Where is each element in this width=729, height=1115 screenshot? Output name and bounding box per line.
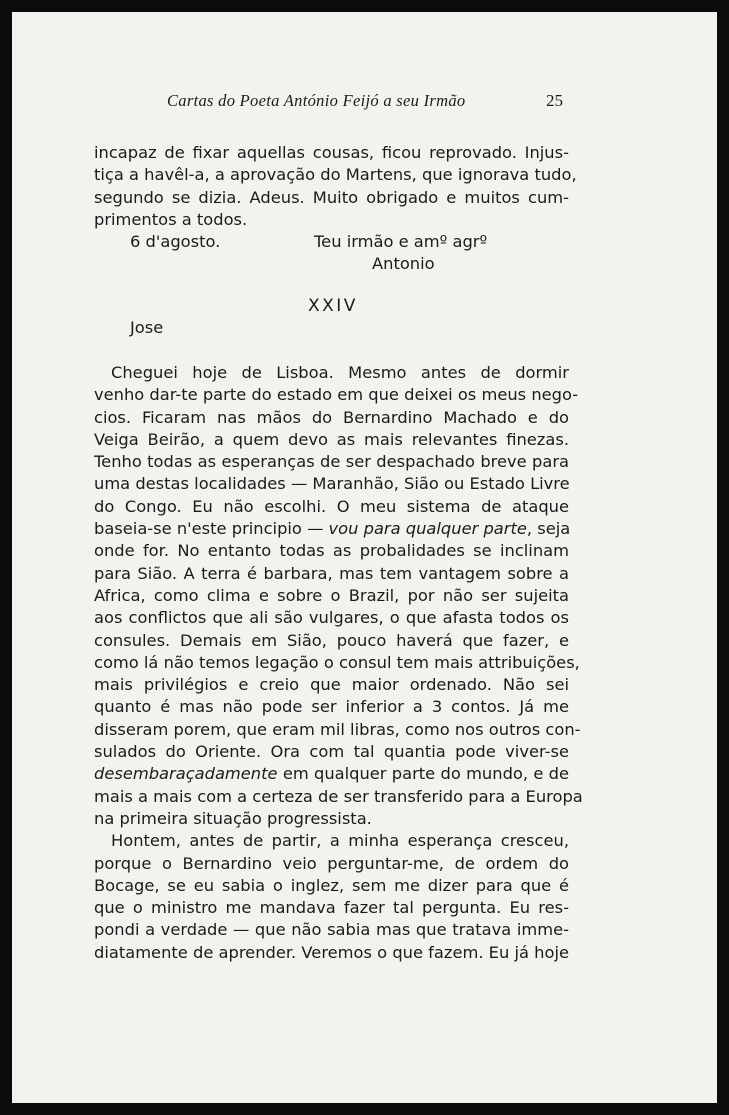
text-run: em qualquer parte do mundo, e de (277, 764, 569, 784)
text-line: do Congo. Eu não escolhi. O meu sistema de ataque (94, 496, 569, 516)
letter-body (94, 362, 583, 964)
text-run: , seja (526, 519, 571, 539)
text-line: na primeira situação progressista. (94, 808, 372, 828)
text-line: incapaz de fixar aquellas cousas, ficou reprovado. Injus- (94, 143, 569, 162)
text-line: Cheguei hoje de Lisboa. Mesmo antes de dormir (111, 363, 569, 382)
text-line: mais a mais com a certeza de ser transferido para a Europa (94, 786, 583, 806)
text-line: diatamente de aprender. Veremos o que fazem. Eu já hoje (94, 942, 569, 962)
text-line: sulados do Oriente. Ora com tal quantia pode viver-se (94, 742, 569, 762)
running-head-title: Cartas do Poeta António Feijó a seu Irmão (167, 91, 466, 110)
book-page (12, 12, 717, 1103)
text-line: cios. Ficaram nas mãos do Bernardino Machado e do (94, 407, 569, 427)
text-line: disseram porem, que eram mil libras, como nos outros con- (94, 719, 581, 739)
salutation: Jose (130, 318, 164, 337)
text-run: baseia-se n'este principio — (94, 519, 329, 539)
text-line: aos conflictos que ali são vulgares, o que afasta todos os (94, 608, 569, 628)
text-line: Bocage, se eu sabia o inglez, sem me dizer para que é (94, 875, 569, 895)
text-line: segundo se dizia. Adeus. Muito obrigado e muitos cum- (94, 187, 569, 207)
letter-closing: Teu irmão e amº agrº (314, 232, 488, 251)
letter-signature: Antonio (372, 254, 435, 273)
text-line: Africa, como clima e sobre o Brazil, por não ser sujeita (94, 585, 569, 605)
emphasis-text: vou para qualquer parte (328, 519, 527, 539)
text-line: uma destas localidades — Maranhão, Sião ou Estado Livre (94, 474, 570, 494)
text-line-with-emphasis (94, 518, 569, 540)
text-line: para Sião. A terra é barbara, mas tem vantagem sobre a (94, 563, 569, 583)
text-line-with-emphasis (94, 763, 569, 785)
emphasis-text: desembaraçadamente (94, 764, 278, 784)
text-line: primentos a todos. (94, 209, 248, 229)
text-line: pondi a verdade — que não sabia mas que tratava imme- (94, 920, 569, 940)
text-line: que o ministro me mandava fazer tal pergunta. Eu res- (94, 898, 569, 918)
text-line: porque o Bernardino veio perguntar-me, de ordem do (94, 853, 569, 873)
text-line: Tenho todas as esperanças de ser despachado breve para (94, 452, 569, 472)
text-line: consules. Demais em Sião, pouco haverá que fazer, e (94, 630, 569, 650)
text-line: Hontem, antes de partir, a minha esperança cresceu, (111, 831, 569, 851)
page-number: 25 (546, 91, 563, 110)
text-line: quanto é mas não pode ser inferior a 3 contos. Já me (94, 697, 569, 717)
text-line: tiça a havêl-a, a aprovação do Martens, que ignorava tudo, (94, 165, 577, 185)
letter-number: XXIV (308, 296, 358, 316)
letter-date: 6 d'agosto. (130, 232, 221, 251)
text-line: Veiga Beirão, a quem devo as mais relevantes finezas. (94, 429, 569, 449)
text-line: onde for. No entanto todas as probalidades se inclinam (94, 541, 569, 561)
previous-letter-text (94, 142, 577, 231)
text-line: venho dar-te parte do estado em que deixei os meus nego- (94, 385, 579, 405)
text-line: mais privilégios e creio que maior ordenado. Não sei (94, 675, 569, 695)
text-line: como lá não temos legação o consul tem mais attribuições, (94, 652, 580, 672)
